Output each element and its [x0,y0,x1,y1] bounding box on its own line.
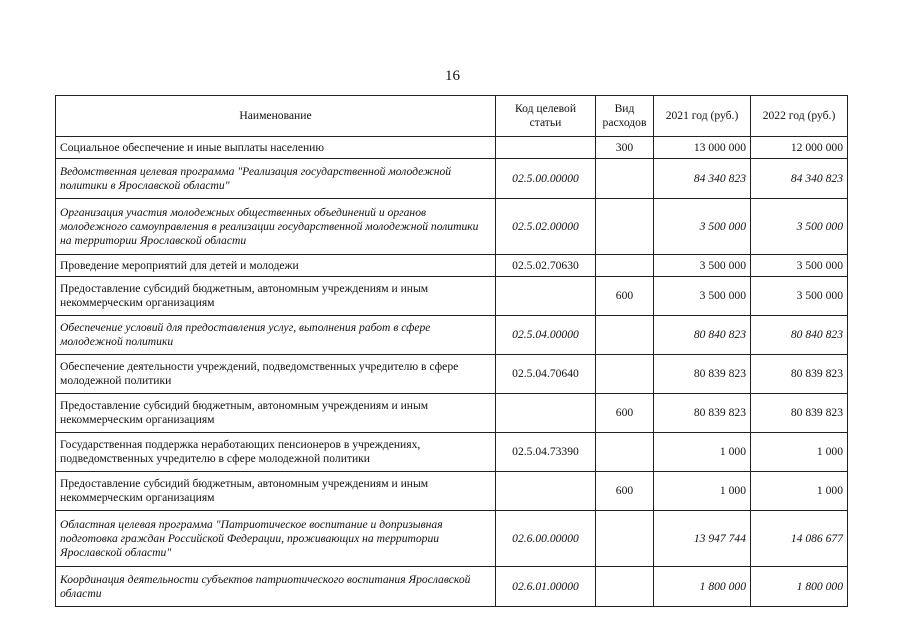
table-row [56,277,848,316]
row-type [596,199,654,255]
row-2022: 14 086 677 [751,511,848,567]
row-name: Предоставление субсидий бюджетным, автономным учреждениям и иным некоммерческим организациям [56,472,496,511]
row-name: Проведение мероприятий для детей и молодежи [56,255,496,277]
header-type: Вид расходов [596,96,654,137]
row-name: Ведомственная целевая программа "Реализация государственной молодежной политики в Ярославской области" [56,159,496,199]
header-code: Код целевой статьи [496,96,596,137]
row-code [496,472,596,511]
row-name: Обеспечение деятельности учреждений, подведомственных учредителю в сфере молодежной политики [56,355,496,394]
row-2022: 1 000 [751,472,848,511]
page-number: 16 [445,68,460,84]
table-row [56,394,848,433]
row-2021: 3 500 000 [654,255,751,277]
table-row [56,255,848,277]
table-body [56,137,848,607]
table-row [56,511,848,567]
header-2022: 2022 год (руб.) [751,96,848,137]
header-name: Наименование [56,96,496,137]
row-2022: 1 800 000 [751,567,848,607]
row-code: 02.5.04.00000 [496,316,596,355]
row-name: Областная целевая программа "Патриотическое воспитание и допризывная подготовка граждан Российской Федерации, проживающих на территории Ярославской области" [56,511,496,567]
row-code: 02.6.00.00000 [496,511,596,567]
row-2021: 3 500 000 [654,277,751,316]
row-2022: 1 000 [751,433,848,472]
row-name: Социальное обеспечение и иные выплаты населению [56,137,496,159]
row-2021: 13 000 000 [654,137,751,159]
row-name: Обеспечение условий для предоставления услуг, выполнения работ в сфере молодежной политики [56,316,496,355]
header-2021: 2021 год (руб.) [654,96,751,137]
row-2021: 1 800 000 [654,567,751,607]
row-2022: 3 500 000 [751,199,848,255]
row-code: 02.5.02.70630 [496,255,596,277]
row-code [496,277,596,316]
row-2021: 13 947 744 [654,511,751,567]
table-row [56,137,848,159]
table-row [56,316,848,355]
row-name: Предоставление субсидий бюджетным, автономным учреждениям и иным некоммерческим организациям [56,394,496,433]
row-type: 300 [596,137,654,159]
row-type [596,567,654,607]
row-2021: 84 340 823 [654,159,751,199]
table-header-row [56,96,848,137]
table-row [56,355,848,394]
row-2022: 80 839 823 [751,355,848,394]
row-code: 02.5.04.70640 [496,355,596,394]
row-2022: 12 000 000 [751,137,848,159]
row-2021: 1 000 [654,472,751,511]
row-2021: 80 840 823 [654,316,751,355]
row-type: 600 [596,277,654,316]
table-row [56,433,848,472]
row-code: 02.5.00.00000 [496,159,596,199]
row-2021: 1 000 [654,433,751,472]
row-2021: 80 839 823 [654,355,751,394]
table-row [56,159,848,199]
table-row [56,472,848,511]
row-code [496,137,596,159]
row-type [596,433,654,472]
row-type [596,355,654,394]
row-name: Координация деятельности субъектов патриотического воспитания Ярославской области [56,567,496,607]
row-name: Предоставление субсидий бюджетным, автономным учреждениям и иным некоммерческим организациям [56,277,496,316]
row-type [596,316,654,355]
table-row [56,199,848,255]
row-type: 600 [596,394,654,433]
row-type [596,511,654,567]
row-2022: 3 500 000 [751,277,848,316]
row-code: 02.6.01.00000 [496,567,596,607]
row-name: Государственная поддержка неработающих пенсионеров в учреждениях, подведомственных учредителю в сфере молодежной политики [56,433,496,472]
row-2021: 3 500 000 [654,199,751,255]
row-code: 02.5.04.73390 [496,433,596,472]
row-2022: 80 840 823 [751,316,848,355]
row-code: 02.5.02.00000 [496,199,596,255]
row-2022: 84 340 823 [751,159,848,199]
row-2022: 80 839 823 [751,394,848,433]
table-row [56,567,848,607]
row-2021: 80 839 823 [654,394,751,433]
row-code [496,394,596,433]
row-type [596,255,654,277]
row-type [596,159,654,199]
budget-table [55,95,848,607]
row-name: Организация участия молодежных общественных объединений и органов молодежного самоуправления в реализации государственной молодежной политики на территории Ярославской области [56,199,496,255]
row-2022: 3 500 000 [751,255,848,277]
row-type: 600 [596,472,654,511]
